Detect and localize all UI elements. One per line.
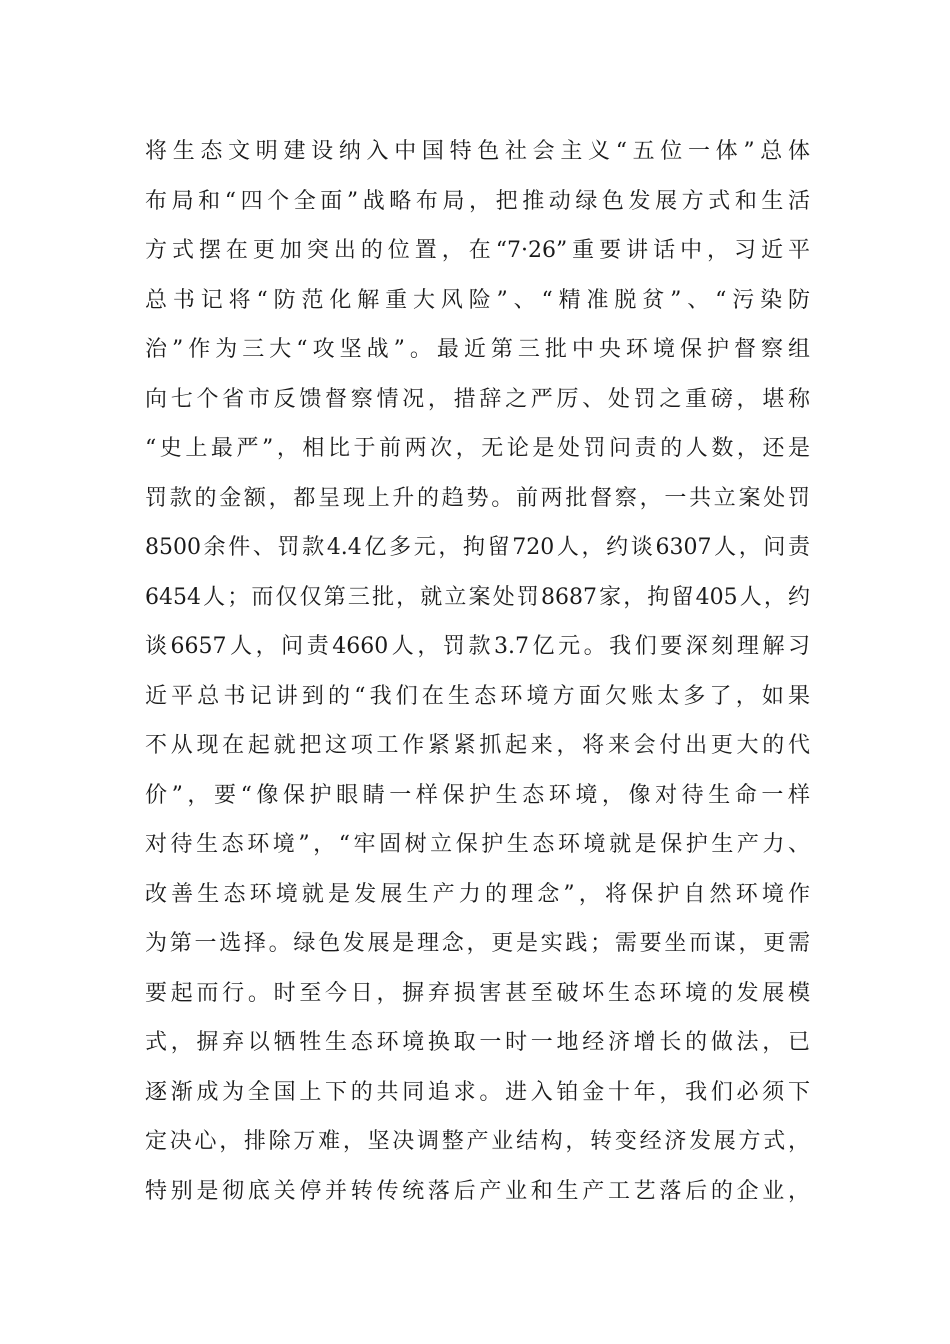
text-line: 6454人；而仅仅第三批，就立案处罚8687家，拘留405人，约 — [145, 584, 810, 610]
text-line: 方式摆在更加突出的位置，在“7·26”重要讲话中，习近平 — [145, 238, 810, 263]
text-line: 总书记将“防范化解重大风险”、“精准脱贫”、“污染防 — [145, 287, 810, 313]
text-line: 8500余件、罚款4.4亿多元，拘留720人，约谈6307人，问责 — [145, 535, 810, 560]
text-line: 治”作为三大“攻坚战”。最近第三批中央环境保护督察组 — [145, 337, 810, 362]
text-line: 不从现在起就把这项工作紧紧抓起来，将来会付出更大的代 — [145, 733, 810, 758]
text-line: 式，摒弃以牺牲生态环境换取一时一地经济增长的做法，已 — [145, 1030, 810, 1055]
text-line: 为第一选择。绿色发展是理念，更是实践；需要坐而谋，更需 — [145, 931, 810, 956]
text-line: 特别是彻底关停并转传统落后产业和生产工艺落后的企业， — [145, 1178, 810, 1204]
text-line: 价”，要“像保护眼睛一样保护生态环境，像对待生命一样 — [145, 782, 810, 808]
text-line: 逐渐成为全国上下的共同追求。进入铂金十年，我们必须下 — [145, 1079, 810, 1105]
text-line: “史上最严”，相比于前两次，无论是处罚问责的人数，还是 — [145, 436, 810, 461]
text-line: 罚款的金额，都呈现上升的趋势。前两批督察，一共立案处罚 — [145, 485, 810, 511]
text-line: 向七个省市反馈督察情况，措辞之严厉、处罚之重磅，堪称 — [145, 386, 810, 412]
body-paragraph — [145, 130, 810, 1219]
text-line: 近平总书记讲到的“我们在生态环境方面欠账太多了，如果 — [145, 683, 810, 709]
text-line: 布局和“四个全面”战略布局，把推动绿色发展方式和生活 — [145, 188, 810, 214]
text-line: 对待生态环境”，“牢固树立保护生态环境就是保护生产力、 — [145, 832, 810, 857]
text-line: 定决心，排除万难，坚决调整产业结构，转变经济发展方式， — [145, 1129, 810, 1154]
text-line: 改善生态环境就是发展生产力的理念”，将保护自然环境作 — [145, 881, 810, 907]
text-line: 将生态文明建设纳入中国特色社会主义“五位一体”总体 — [145, 139, 810, 164]
text-line: 要起而行。时至今日，摒弃损害甚至破坏生态环境的发展模 — [145, 980, 810, 1006]
text-line: 谈6657人，问责4660人，罚款3.7亿元。我们要深刻理解习 — [145, 634, 810, 659]
